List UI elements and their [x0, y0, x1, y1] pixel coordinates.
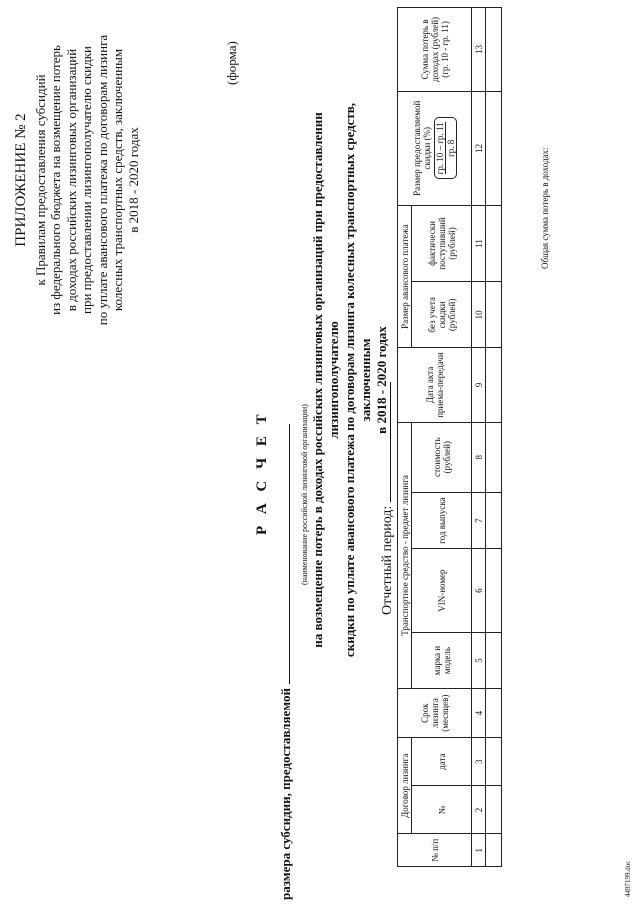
column-number: 5 [472, 632, 486, 688]
column-number: 8 [472, 422, 486, 492]
empty-cell [486, 282, 502, 348]
col12-formula [434, 117, 457, 179]
column-number: 6 [472, 549, 486, 633]
column-number: 4 [472, 689, 486, 738]
column-number: 9 [472, 348, 486, 422]
col12-title: Размер предоставляемой скидки (%) [412, 100, 432, 196]
org-name-blank [277, 424, 290, 684]
subtitle-line: на возмещение потерь в доходах российских лизинговых организаций при предоставлении лизингополучателю [310, 112, 341, 648]
empty-cell [486, 689, 502, 738]
column-number: 7 [472, 492, 486, 548]
header-cell: Сумма потерь в доходах (рублей) (гр. 10 - гр. 11) [398, 8, 472, 92]
calculation-table [397, 7, 502, 867]
empty-cell [486, 834, 502, 867]
empty-cell [486, 738, 502, 786]
appendix-line: по уплате авансового платежа по договорам лизинга [94, 34, 110, 326]
column-number: 2 [472, 786, 486, 834]
appendix-line: к Правилам предоставления субсидий [32, 74, 48, 286]
header-group: Договор лизинга [398, 738, 412, 834]
appendix-line: колесных транспортных средств, заключенным [110, 48, 125, 312]
empty-cell [486, 91, 502, 205]
column-number: 11 [472, 205, 486, 281]
period-label: Отчетный период: [380, 505, 395, 615]
footer-code: 4497199.doc [624, 860, 632, 897]
subtitle-line: в 2018 - 2020 годах [374, 326, 389, 434]
formula-numerator: гр. 10 – гр. 11 [435, 122, 445, 175]
appendix-line: из федерального бюджета на возмещение потерь [48, 45, 63, 315]
empty-cell [486, 786, 502, 834]
header-cell: год выпуска [412, 492, 472, 548]
appendix-line: при предоставлении лизингополучателю скидки [79, 46, 94, 314]
column-number: 12 [472, 91, 486, 205]
header-cell: VIN-номер [412, 549, 472, 633]
column-number-row [472, 8, 486, 867]
column-number: 3 [472, 738, 486, 786]
header-cell: № п/п [398, 834, 472, 867]
header-cell: дата [412, 738, 472, 786]
subtitle-line: скидки по уплате авансового платежа по договорам лизинга колесных транспортных средств, заключенным [342, 102, 373, 658]
header-cell: Дата акта приема-передачи [398, 348, 472, 422]
appendix-block [14, 0, 141, 360]
subtitle-line [277, 424, 294, 900]
org-caption: (наименование российской лизинговой организации) [300, 404, 309, 585]
empty-cell [486, 8, 502, 92]
empty-cell [486, 632, 502, 688]
column-number: 13 [472, 8, 486, 92]
column-number: 10 [472, 282, 486, 348]
table-header-row [398, 8, 412, 867]
empty-cell [486, 492, 502, 548]
header-cell: фактически поступивший (рублей) [412, 205, 472, 281]
period-blank [378, 382, 391, 502]
header-cell: без учета скидки (рублей) [412, 282, 472, 348]
form-label: (форма) [224, 41, 239, 85]
empty-cell [486, 348, 502, 422]
subtitle-text: размера субсидии, предоставляемой [278, 688, 293, 900]
reporting-period [378, 382, 396, 615]
header-cell: № [412, 786, 472, 834]
table-row [486, 8, 502, 867]
total-label: Общая сумма потерь в доходах: [540, 147, 550, 269]
header-group: Размер авансового платежа [398, 205, 412, 348]
empty-cell [486, 549, 502, 633]
header-cell: Срок лизинга (месяцев) [398, 689, 472, 738]
column-number: 1 [472, 834, 486, 867]
appendix-title: ПРИЛОЖЕНИЕ № 2 [13, 113, 29, 247]
empty-cell [486, 205, 502, 281]
appendix-line: в доходах российских лизинговых организаций [63, 48, 79, 312]
header-group: Транспортное средство - предмет лизинга [398, 422, 412, 689]
header-cell: стоимость (рублей) [412, 422, 472, 492]
header-cell [398, 91, 472, 205]
empty-cell [486, 422, 502, 492]
appendix-line: в 2018 - 2020 годах [125, 127, 141, 233]
header-cell: марка и модель [412, 632, 472, 688]
document-title: Р А С Ч Е Т [254, 410, 270, 535]
formula-denominator: гр. 8 [446, 139, 456, 157]
